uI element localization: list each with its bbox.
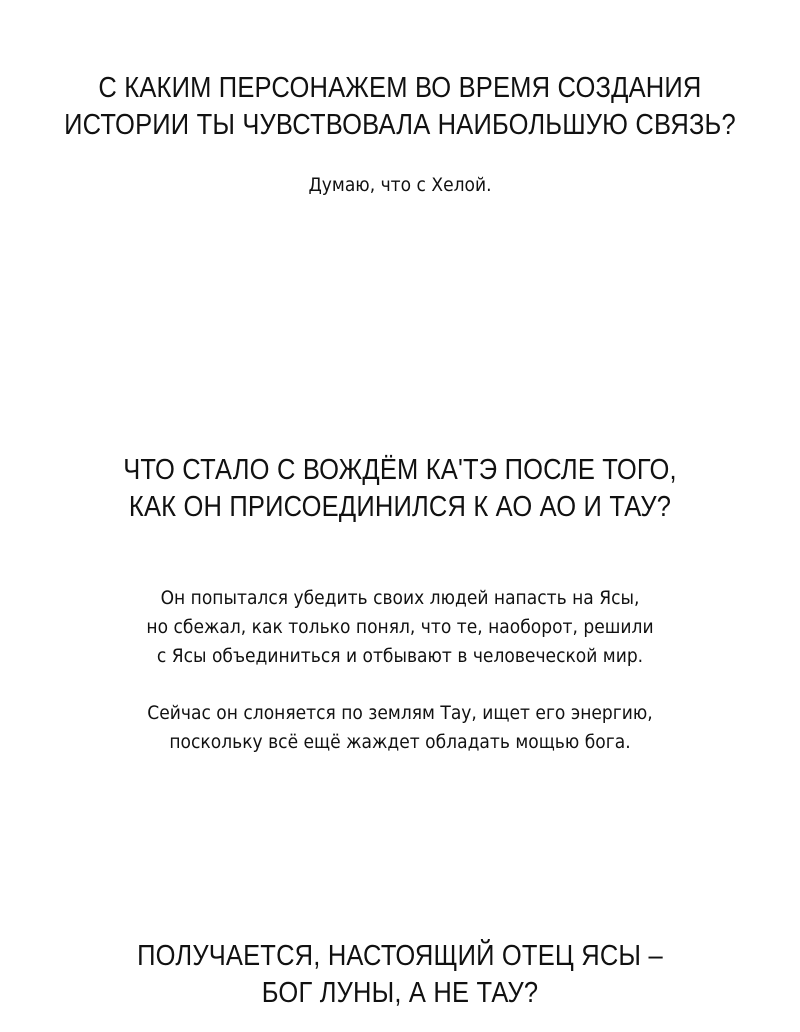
answer-2-p1-line-3: с Ясы объединиться и отбывают в человеческой мир. — [156, 645, 644, 667]
qa-block-1 — [0, 70, 800, 144]
question-3-line-1: ПОЛУЧАЕТСЯ, НАСТОЯЩИЙ ОТЕЦ ЯСЫ – — [137, 940, 663, 972]
qa-block-2 — [0, 452, 800, 526]
answer-2 — [0, 584, 800, 757]
qa-block-3 — [0, 938, 800, 1012]
question-2-line-2: КАК ОН ПРИСОЕДИНИЛСЯ К АО АО И ТАУ? — [128, 491, 672, 523]
answer-1-line-1: Думаю, что с Хелой. — [308, 174, 492, 196]
answer-2-p1-line-1: Он попытался убедить своих людей напасть на Ясы, — [160, 587, 640, 609]
answer-2-p2-line-1: Сейчас он слоняется по землям Тау, ищет его энергию, — [147, 702, 653, 724]
answer-2-p2-line-2: поскольку всё ещё жаждет обладать мощью бога. — [169, 731, 631, 753]
answer-2-p1-line-2: но сбежал, как только понял, что те, наоборот, решили — [146, 616, 654, 638]
answer-1 — [0, 171, 800, 200]
question-1-line-1: С КАКИМ ПЕРСОНАЖЕМ ВО ВРЕМЯ СОЗДАНИЯ — [98, 72, 702, 104]
answer-2-paragraph-1 — [0, 584, 800, 671]
question-3-line-2: БОГ ЛУНЫ, А НЕ ТАУ? — [261, 977, 539, 1009]
answer-2-paragraph-2 — [0, 699, 800, 757]
question-1-line-2: ИСТОРИИ ТЫ ЧУВСТВОВАЛА НАИБОЛЬШУЮ СВЯЗЬ? — [64, 109, 736, 141]
question-2-line-1: ЧТО СТАЛО С ВОЖДЁМ КА'ТЭ ПОСЛЕ ТОГО, — [123, 454, 677, 486]
